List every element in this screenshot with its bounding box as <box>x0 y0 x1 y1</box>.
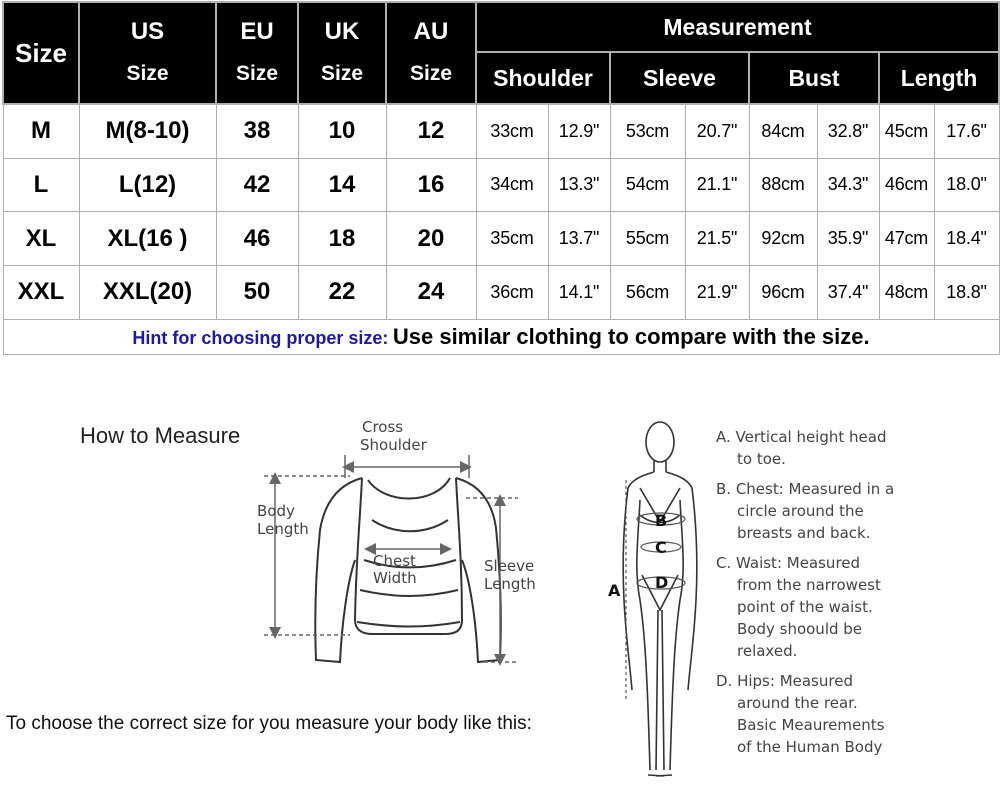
us-header-sub: Size <box>126 62 169 85</box>
note-b <box>716 478 996 544</box>
bust-cm-cell: 88cm <box>749 158 817 212</box>
eu-cell: 50 <box>216 265 298 319</box>
bust-in-cell: 32.8" <box>817 104 879 158</box>
eu-header-sub: Size <box>235 62 279 85</box>
note-a <box>716 426 996 470</box>
eu-cell: 42 <box>216 158 298 212</box>
au-cell: 24 <box>386 265 476 319</box>
au-cell: 20 <box>386 212 476 266</box>
us-cell: M(8-10) <box>79 104 216 158</box>
note-d <box>716 670 996 758</box>
length-cm-cell: 47cm <box>879 212 934 266</box>
sleeve-in-cell: 21.9" <box>685 265 749 319</box>
bust-header: Bust <box>749 52 879 104</box>
note-d-line: Basic Meaurements <box>737 716 885 734</box>
au-header-label: AU <box>413 18 449 45</box>
note-c <box>716 552 996 662</box>
note-b-line: breasts and back. <box>737 524 871 542</box>
note-c-first: C. Waist: Measured <box>716 554 861 572</box>
body-length-label: Length <box>257 520 309 538</box>
instructions-text: To choose the correct size for you measure your body like this: <box>6 713 532 734</box>
width-label: Width <box>373 569 417 587</box>
sleeve-cm-cell: 56cm <box>610 265 685 319</box>
uk-cell: 14 <box>298 158 386 212</box>
sleeve-in-cell: 21.1" <box>685 158 749 212</box>
letter-c: C <box>655 538 667 557</box>
size-cell: XL <box>3 212 79 266</box>
au-cell: 12 <box>386 104 476 158</box>
shoulder-cm-cell: 36cm <box>476 265 548 319</box>
shoulder-header: Shoulder <box>476 52 610 104</box>
sleeve-in-cell: 20.7" <box>685 104 749 158</box>
length-in-cell: 18.0" <box>934 158 999 212</box>
shoulder-in-cell: 13.3" <box>548 158 610 212</box>
hint-text: Use similar clothing to compare with the size. <box>392 323 870 349</box>
uk-cell: 22 <box>298 265 386 319</box>
size-cell: XXL <box>3 265 79 319</box>
bust-cm-cell: 96cm <box>749 265 817 319</box>
au-header-sub: Size <box>409 62 453 85</box>
note-d-first: D. Hips: Measured <box>716 672 853 690</box>
sleeve-label: Sleeve <box>484 557 535 575</box>
size-cell: L <box>3 158 79 212</box>
shoulder-cm-cell: 33cm <box>476 104 548 158</box>
size-cell: M <box>3 104 79 158</box>
note-c-line: Body shoould be <box>737 620 863 638</box>
cross-label: Cross <box>362 418 404 436</box>
length-cm-cell: 48cm <box>879 265 934 319</box>
letter-a: A <box>608 581 621 600</box>
sleeve-cm-cell: 54cm <box>610 158 685 212</box>
sleeve-header: Sleeve <box>610 52 749 104</box>
note-c-line: relaxed. <box>737 642 798 660</box>
length-cm-cell: 45cm <box>879 104 934 158</box>
chest-label: Chest <box>373 552 416 570</box>
bust-in-cell: 35.9" <box>817 212 879 266</box>
shoulder-cm-cell: 35cm <box>476 212 548 266</box>
body-label: Body <box>257 502 295 520</box>
sleeve-in-cell: 21.5" <box>685 212 749 266</box>
how-to-measure-title: How to Measure <box>80 423 241 448</box>
uk-cell: 18 <box>298 212 386 266</box>
length-header: Length <box>879 52 999 104</box>
shoulder-in-cell: 13.7" <box>548 212 610 266</box>
eu-header-label: EU <box>240 18 274 45</box>
length-in-cell: 17.6" <box>934 104 999 158</box>
uk-header-sub: Size <box>320 62 364 85</box>
us-cell: XXL(20) <box>79 265 216 319</box>
note-c-line: point of the waist. <box>737 598 873 616</box>
length-in-cell: 18.8" <box>934 265 999 319</box>
us-cell: XL(16 ) <box>79 212 216 266</box>
length-in-cell: 18.4" <box>934 212 999 266</box>
note-a-line: to toe. <box>737 450 786 468</box>
body-figure <box>623 422 697 776</box>
measurement-header: Measurement <box>476 2 999 52</box>
uk-cell: 10 <box>298 104 386 158</box>
us-header-label: US <box>130 18 165 45</box>
measurement-notes <box>716 426 996 766</box>
note-b-line: circle around the <box>737 502 864 520</box>
us-cell: L(12) <box>79 158 216 212</box>
note-d-line: of the Human Body <box>737 738 883 756</box>
sleeve-cm-cell: 53cm <box>610 104 685 158</box>
size-header: Size <box>3 2 79 104</box>
shoulder-cm-cell: 34cm <box>476 158 548 212</box>
au-cell: 16 <box>386 158 476 212</box>
shoulder-in-cell: 14.1" <box>548 265 610 319</box>
sleeve-cm-cell: 55cm <box>610 212 685 266</box>
uk-header-label: UK <box>324 18 360 45</box>
length-cm-cell: 46cm <box>879 158 934 212</box>
bust-cm-cell: 92cm <box>749 212 817 266</box>
eu-cell: 46 <box>216 212 298 266</box>
shoulder-in-cell: 12.9" <box>548 104 610 158</box>
letter-b: B <box>655 511 668 530</box>
bust-in-cell: 34.3" <box>817 158 879 212</box>
note-c-line: from the narrowest <box>737 576 881 594</box>
note-b-first: B. Chest: Measured in a <box>716 480 895 498</box>
note-d-line: around the rear. <box>737 694 858 712</box>
letter-d: D <box>655 573 669 592</box>
bust-in-cell: 37.4" <box>817 265 879 319</box>
hint-label: Hint for choosing proper size: <box>132 327 389 348</box>
note-a-first: A. Vertical height head <box>716 428 887 446</box>
shoulder-label: Shoulder <box>360 436 427 454</box>
bust-cm-cell: 84cm <box>749 104 817 158</box>
sleeve-length-label: Length <box>484 575 536 593</box>
eu-cell: 38 <box>216 104 298 158</box>
